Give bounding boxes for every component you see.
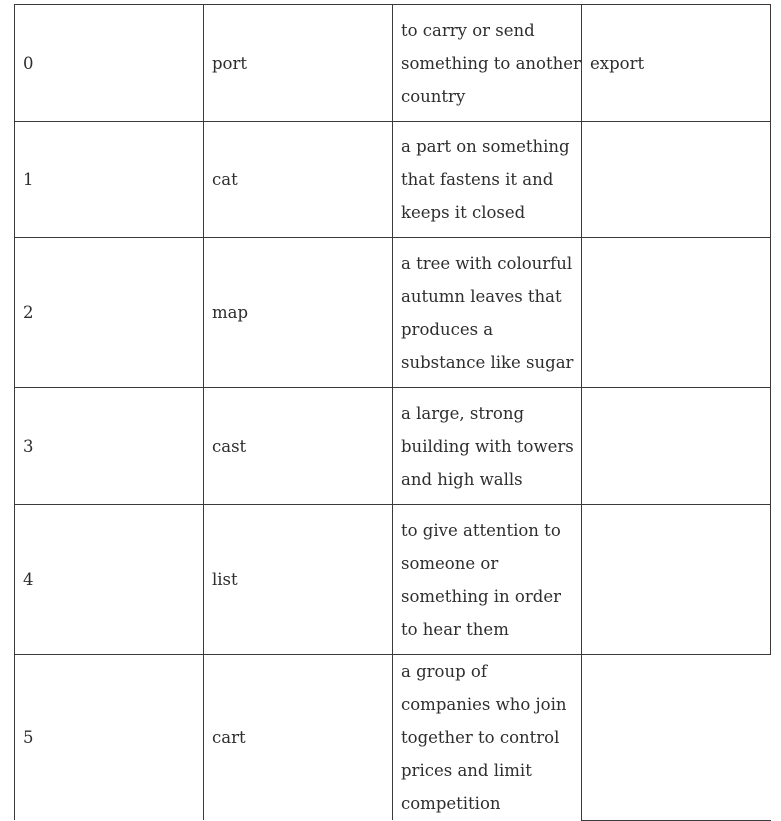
answer-cell[interactable] [582, 122, 771, 238]
definition-cell: a group of companies who join together to control prices and limit competition [393, 655, 582, 821]
table-row [15, 655, 771, 821]
table-row [15, 122, 771, 238]
row-number: 1 [15, 122, 204, 238]
definition-cell: to give attention to someone or something in order to hear them [393, 505, 582, 655]
answer-cell[interactable] [582, 238, 771, 388]
row-number: 5 [15, 655, 204, 821]
table-row [15, 505, 771, 655]
word-cell: cat [204, 122, 393, 238]
definition-cell: to carry or send something to another country [393, 5, 582, 122]
table-row [15, 5, 771, 122]
table-row [15, 238, 771, 388]
word-cell: list [204, 505, 393, 655]
answer-cell[interactable] [582, 388, 771, 505]
answer-cell[interactable] [582, 655, 771, 821]
table-row [15, 388, 771, 505]
answer-cell[interactable]: export [582, 5, 771, 122]
word-cell: port [204, 5, 393, 122]
word-table [14, 4, 771, 821]
row-number: 4 [15, 505, 204, 655]
definition-cell: a tree with colourful autumn leaves that produces a substance like sugar [393, 238, 582, 388]
row-number: 0 [15, 5, 204, 122]
word-cell: map [204, 238, 393, 388]
row-number: 3 [15, 388, 204, 505]
definition-cell: a large, strong building with towers and high walls [393, 388, 582, 505]
row-number: 2 [15, 238, 204, 388]
word-cell: cart [204, 655, 393, 821]
word-cell: cast [204, 388, 393, 505]
answer-cell[interactable] [582, 505, 771, 655]
definition-cell: a part on something that fastens it and keeps it closed [393, 122, 582, 238]
